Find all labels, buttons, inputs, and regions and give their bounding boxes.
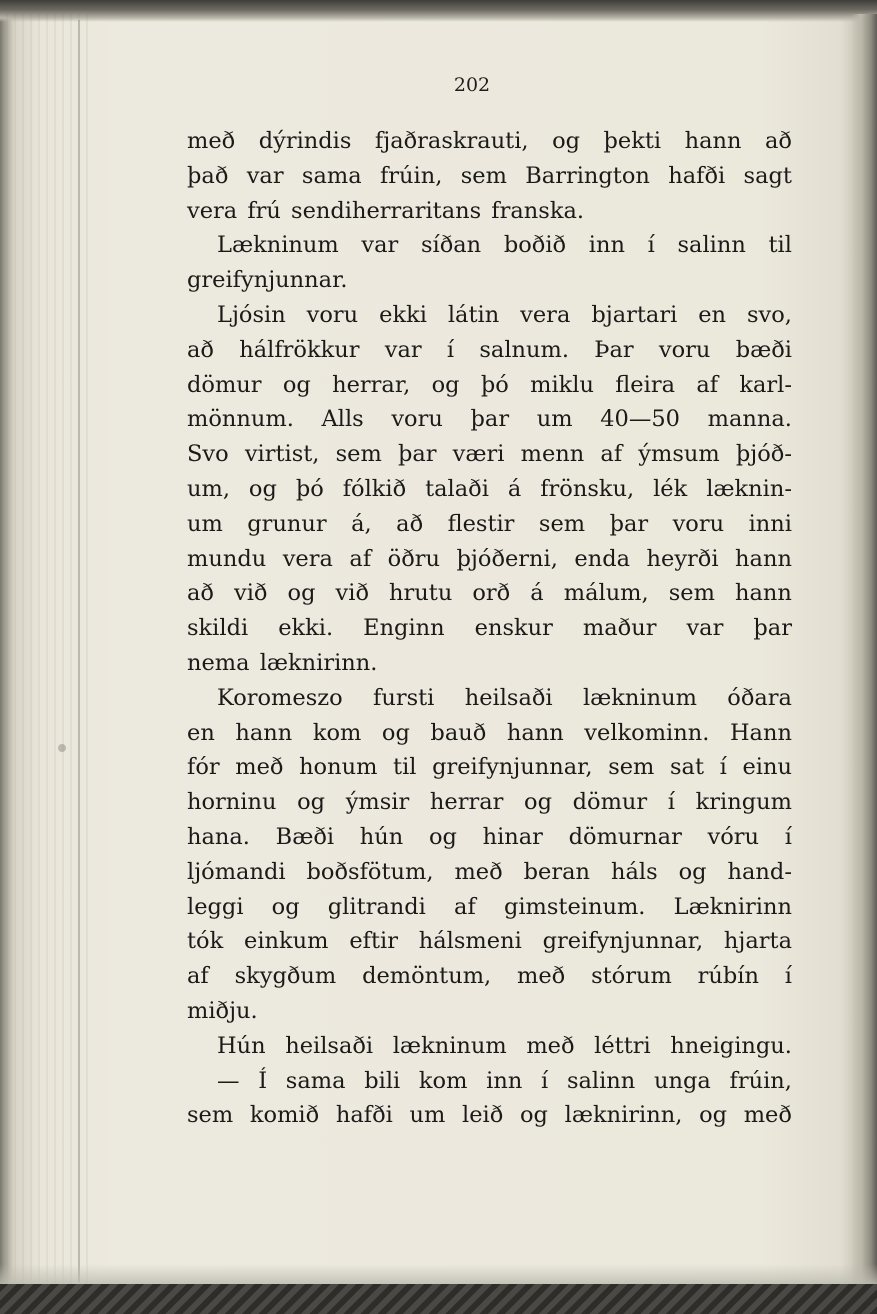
word: öðru [387, 545, 441, 572]
word: leið [462, 1102, 504, 1129]
word: bæði [735, 336, 792, 363]
word: var [361, 232, 399, 259]
word: í [784, 963, 792, 990]
word: komið [249, 1102, 320, 1129]
word: á [507, 475, 522, 502]
word: fursti [373, 684, 435, 711]
word: hann [735, 545, 792, 572]
word: boðsfötum, [306, 858, 434, 885]
word: eftir [349, 928, 398, 955]
word: skildi [187, 615, 249, 642]
word: voru [672, 510, 725, 537]
word: með [187, 128, 236, 154]
word: Barrington [525, 162, 650, 189]
word: þar [609, 510, 649, 537]
text-line [187, 194, 792, 229]
text-line [187, 228, 792, 263]
word: ekki [379, 301, 427, 328]
word: sendiherraritans [291, 197, 482, 224]
word: einkum [244, 928, 329, 955]
word: greifynjunnar, [432, 754, 593, 781]
word: að [187, 580, 214, 607]
word: vera [282, 545, 333, 572]
word: voru [658, 336, 711, 363]
word: um, [187, 475, 230, 502]
word: þjóðerni, [456, 545, 558, 572]
word: maður [582, 615, 657, 642]
word: glitrandi [327, 893, 426, 920]
word: og [699, 1102, 728, 1129]
word: heilsaði [464, 684, 553, 711]
word: að [396, 510, 424, 537]
text-line [187, 890, 792, 925]
word: í [784, 823, 792, 850]
word: þar [397, 441, 437, 468]
word: greifynjunnar. [187, 267, 348, 294]
text-line [187, 298, 792, 333]
word: á [530, 580, 544, 607]
word: mundu [187, 545, 267, 572]
word: kom [312, 719, 362, 746]
text-line [187, 124, 792, 159]
word: og [248, 475, 277, 502]
word: sama [301, 162, 362, 189]
word: lék [653, 475, 688, 502]
word: gimsteinum. [503, 893, 646, 920]
word: þar [470, 406, 510, 433]
text-line [187, 681, 792, 716]
word: var [384, 336, 422, 363]
word: hrutu [389, 580, 453, 607]
word: af [349, 545, 372, 572]
word: frúin, [729, 1067, 792, 1094]
text-line [187, 1029, 792, 1064]
text-line [187, 1064, 792, 1099]
word: voru [306, 301, 359, 328]
text-line [187, 472, 792, 507]
word: og [381, 719, 410, 746]
word: horninu [187, 789, 277, 816]
word: rúbín [697, 963, 759, 990]
text-line [187, 542, 792, 577]
word: þekti [603, 128, 662, 154]
text-line [187, 959, 792, 994]
word: hann [734, 580, 792, 607]
word: á, [351, 510, 372, 537]
word: og [271, 893, 300, 920]
word: — [217, 1067, 240, 1094]
word: dömur [187, 371, 262, 398]
word: og [428, 823, 457, 850]
word: sem [460, 162, 507, 189]
word: honum [299, 754, 378, 781]
word: heyrði [646, 545, 719, 572]
word: málum, [563, 580, 649, 607]
word: orð [472, 580, 511, 607]
word: leggi [187, 893, 244, 920]
word: Hann [729, 719, 792, 746]
page [92, 22, 850, 1284]
word: í [719, 754, 727, 781]
book-bottom-edge [0, 1284, 877, 1314]
word: bili [364, 1067, 401, 1094]
word: voru [391, 406, 443, 433]
word: læknirinn, [564, 1102, 683, 1129]
word: hafði [668, 162, 726, 189]
word: Alls [321, 406, 364, 433]
word: hann [684, 128, 742, 154]
word: við [335, 580, 369, 607]
page-number: 202 [453, 74, 491, 96]
word: hafði [335, 1102, 393, 1129]
word: í [446, 336, 455, 363]
word: um [187, 510, 223, 537]
word: sem [187, 1102, 234, 1129]
word: vera [520, 301, 571, 328]
word: með [517, 963, 566, 990]
word: unga [653, 1067, 711, 1094]
word: léttri [594, 1032, 651, 1059]
word: bauð [430, 719, 487, 746]
word: var [686, 615, 724, 642]
word: talaði [425, 475, 489, 502]
word: læknin- [706, 475, 792, 502]
word: enda [574, 545, 631, 572]
word: virtist, [244, 441, 320, 468]
word: lækninum [582, 684, 697, 711]
word: þjóð- [735, 441, 792, 468]
word: hana. [187, 823, 250, 850]
word: Koromeszo [217, 684, 343, 711]
word: að [765, 128, 792, 154]
text-line [187, 368, 792, 403]
word: hann [506, 719, 564, 746]
word: boðið [503, 232, 567, 259]
word: látin [447, 301, 500, 328]
word: sem [538, 510, 586, 537]
word: manna. [707, 406, 792, 433]
word: inni [748, 510, 792, 537]
text-line [187, 437, 792, 472]
word: um [409, 1102, 446, 1129]
word: háls [610, 858, 658, 885]
word: Hún [217, 1032, 266, 1059]
word: tók [187, 928, 224, 955]
word: til [393, 754, 417, 781]
word: óðara [727, 684, 792, 711]
word: fór [187, 754, 220, 781]
word: grunur [247, 510, 327, 537]
word: salinn [677, 232, 746, 259]
word: vera [187, 197, 238, 224]
word: og [524, 789, 552, 816]
word: dömurnar [568, 823, 682, 850]
word: hún [359, 823, 404, 850]
text-line [187, 333, 792, 368]
text-line [187, 994, 792, 1029]
text-line [187, 1098, 792, 1133]
word: kom [418, 1067, 468, 1094]
text-line [187, 750, 792, 785]
word: og [431, 371, 460, 398]
word: karl- [739, 371, 792, 398]
word: svo, [747, 301, 792, 328]
word: heilsaði [285, 1032, 374, 1059]
word: ýmsum [638, 441, 720, 468]
word: dömur [572, 789, 648, 816]
book-right-board [851, 14, 877, 1304]
word: demöntum, [362, 963, 492, 990]
word: stórum [591, 963, 672, 990]
word: Læknirinn [673, 893, 792, 920]
bottom-shadow [0, 1264, 877, 1286]
word: sama [285, 1067, 346, 1094]
word: einu [742, 754, 792, 781]
word: enskur [474, 615, 553, 642]
word: dýrindis [258, 128, 352, 154]
word: lækninum [392, 1032, 507, 1059]
word: franska. [491, 197, 585, 224]
text-line [187, 924, 792, 959]
word: flestir [447, 510, 515, 537]
word: þó [295, 475, 324, 502]
word: mönnum. [187, 406, 294, 433]
word: greifynjunnar, [542, 928, 704, 955]
word: hinar [482, 823, 543, 850]
word: miðju. [187, 997, 258, 1024]
word: og [519, 1102, 548, 1129]
book-top-edge [0, 0, 877, 22]
word: að [187, 336, 214, 363]
word: það [187, 162, 229, 189]
word: og [287, 580, 316, 607]
word: ýmsir [345, 789, 410, 816]
word: sagt [743, 162, 792, 189]
word: og [297, 789, 326, 816]
word: læknirinn. [259, 649, 378, 676]
text-line [187, 507, 792, 542]
word: frönsku, [540, 475, 635, 502]
word: þó [480, 371, 509, 398]
word: í [667, 789, 675, 816]
word: við [234, 580, 268, 607]
word: sem [668, 580, 715, 607]
word: væri [452, 441, 505, 468]
word: hand- [727, 858, 792, 885]
text-line [187, 611, 792, 646]
word: hálsmeni [418, 928, 522, 955]
word: af [600, 441, 623, 468]
word: með [235, 754, 284, 781]
word: fjaðraskrauti, [374, 128, 529, 154]
word: nema [187, 649, 250, 676]
body-text [187, 124, 792, 1133]
paper-stain [58, 744, 66, 752]
text-line [187, 159, 792, 194]
word: um [536, 406, 573, 433]
word: og [678, 858, 707, 885]
word: af [696, 371, 719, 398]
word: var [246, 162, 284, 189]
text-line [187, 646, 792, 681]
word: herrar [429, 789, 504, 816]
word: í [647, 232, 655, 259]
word: hjarta [723, 928, 792, 955]
word: ljómandi [187, 858, 286, 885]
word: frú [247, 197, 281, 224]
text-line [187, 716, 792, 751]
word: kringum [695, 789, 792, 816]
word: Bæði [275, 823, 335, 850]
word: þar [753, 615, 792, 642]
word: hneigingu. [670, 1032, 792, 1059]
word: af [454, 893, 476, 920]
word: en [187, 719, 215, 746]
word: með [743, 1102, 792, 1129]
word: salnum. [479, 336, 570, 363]
word: Lækninum [217, 232, 339, 259]
word: vóru [707, 823, 760, 850]
word: velkominn. [584, 719, 710, 746]
word: með [454, 858, 503, 885]
text-line [187, 855, 792, 890]
word: Svo [187, 441, 229, 468]
word: bjartari [591, 301, 678, 328]
word: beran [523, 858, 590, 885]
word: hann [235, 719, 293, 746]
word: fólkið [342, 475, 407, 502]
word: Enginn [363, 615, 445, 642]
word: Þar [594, 336, 634, 363]
text-line [187, 576, 792, 611]
word: Í [258, 1067, 268, 1094]
word: hálfrökkur [239, 336, 360, 363]
word: síðan [420, 232, 482, 259]
word: skygðum [234, 963, 337, 990]
word: frúin, [379, 162, 443, 189]
text-line [187, 820, 792, 855]
word: Ljósin [217, 301, 286, 328]
word: salinn [566, 1067, 636, 1094]
word: og [282, 371, 311, 398]
word: sem [335, 441, 382, 468]
word: en [698, 301, 727, 328]
word: sat [670, 754, 705, 781]
word: ekki. [278, 615, 334, 642]
word: inn [588, 232, 625, 259]
text-line [187, 402, 792, 437]
word: af [187, 963, 209, 990]
word: sem [608, 754, 655, 781]
word: til [768, 232, 792, 259]
word: herrar, [332, 371, 411, 398]
word: inn [486, 1067, 523, 1094]
text-line [187, 785, 792, 820]
text-line [187, 263, 792, 298]
word: í [541, 1067, 549, 1094]
word: fleira [615, 371, 675, 398]
word: og [552, 128, 581, 154]
word: með [526, 1032, 575, 1059]
page-stack-line [78, 20, 80, 1282]
word: menn [520, 441, 585, 468]
word: 40—50 [600, 406, 680, 433]
word: miklu [530, 371, 594, 398]
